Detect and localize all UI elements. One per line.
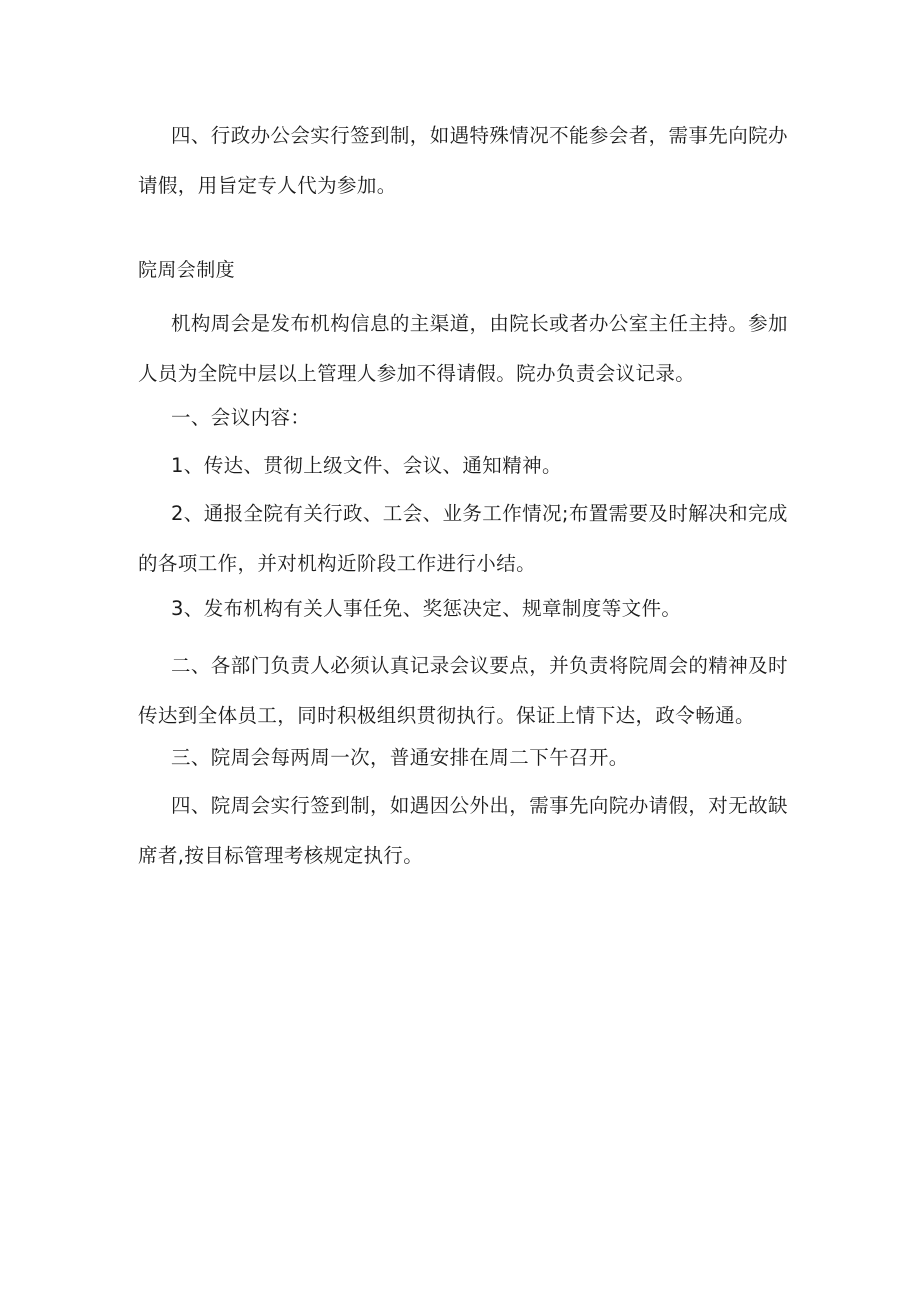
part-1-item-3: 3、发布机构有关人事任免、奖惩决定、规章制度等文件。	[171, 597, 682, 620]
section-title: 院周会制度	[138, 259, 236, 281]
part-1-item-1: 1、传达、贯彻上级文件、会议、通知精神。	[171, 454, 562, 477]
part-2-paragraph: 二、各部门负责人必须认真记录会议要点，并负责将院周会的精神及时传达到全体员工，同时积极组织贯彻执行。保证上情下达，政令畅通。	[138, 654, 788, 727]
part-3-paragraph: 三、院周会每两周一次，普通安排在周二下午召开。	[171, 746, 629, 769]
intro-paragraph: 机构周会是发布机构信息的主渠道，由院长或者办公室主任主持。参加人员为全院中层以上管理人参加不得请假。院办负责会议记录。	[138, 312, 788, 385]
part-4-paragraph: 四、院周会实行签到制，如遇因公外出，需事先向院办请假，对无故缺席者,按目标管理考核规定执行。	[138, 794, 788, 867]
prev-section-item-4: 四、行政办公会实行签到制，如遇特殊情况不能参会者，需事先向院办请假，用旨定专人代为参加。	[138, 124, 788, 197]
part-1-item-2: 2、通报全院有关行政、工会、业务工作情况;布置需要及时解决和完成的各项工作，并对机构近阶段工作进行小结。	[138, 502, 788, 575]
part-1-title: 一、会议内容：	[171, 406, 311, 429]
